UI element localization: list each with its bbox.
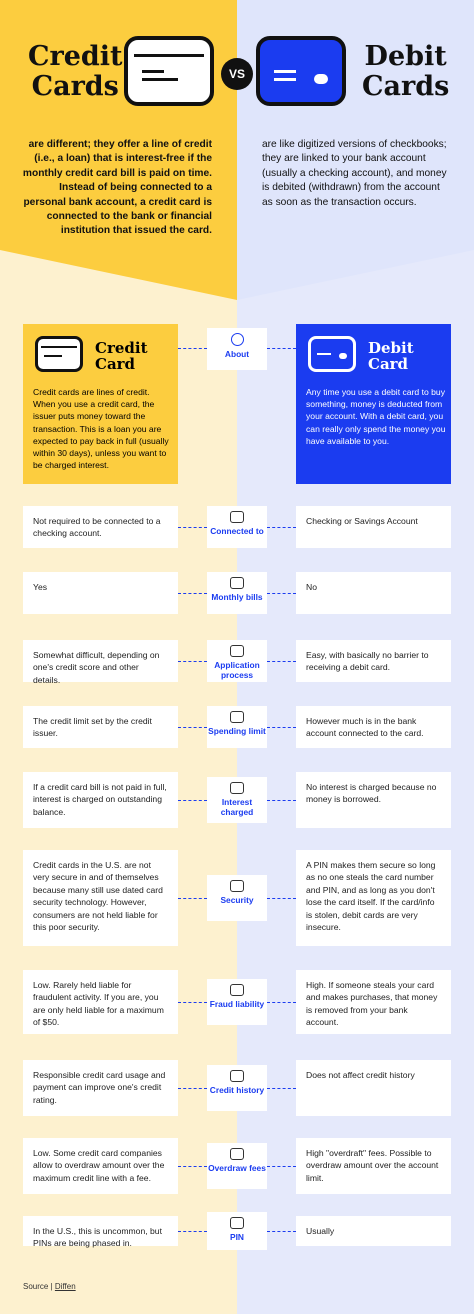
debit-cell: No <box>296 572 451 614</box>
row-connector-right <box>267 727 296 728</box>
row-label-box <box>207 706 267 748</box>
debit-card-about-text: Any time you use a debit card to buy something, money is deducted from your account. With a debit card, you can really only spend the money you have available to you. <box>306 387 446 446</box>
hourglass-icon <box>230 645 244 657</box>
row-label-box <box>207 777 267 823</box>
info-icon <box>231 333 244 346</box>
credit-cell: Low. Rarely held liable for fraudulent activity. If you are, you are only held liable for a maximum of $50. <box>23 970 178 1034</box>
credit-card-about-title: Credit Card <box>95 339 148 373</box>
link-icon <box>230 511 244 523</box>
row-connector-right <box>267 898 296 899</box>
lock-icon <box>230 1217 244 1229</box>
row-connector-left <box>178 527 207 528</box>
about-label-box <box>207 328 267 370</box>
row-label-box <box>207 1065 267 1111</box>
row-connector-right <box>267 1088 296 1089</box>
debit-cell: Easy, with basically no barrier to receiving a debit card. <box>296 640 451 682</box>
row-label-box <box>207 640 267 682</box>
row-label: Interest charged <box>220 797 254 817</box>
row-connector-left <box>178 1231 207 1232</box>
debit-cell: High. If someone steals your card and makes purchases, that money is removed from your bank account. <box>296 970 451 1034</box>
footer-source: Source | Diffen <box>23 1282 76 1291</box>
debit-card-about-title: Debit Card <box>368 339 414 373</box>
row-connector-left <box>178 800 207 801</box>
debit-card-small-icon <box>308 336 356 372</box>
row-label: Monthly bills <box>211 592 263 602</box>
debit-cell: Checking or Savings Account <box>296 506 451 548</box>
about-connector-left <box>178 348 207 349</box>
debit-cell: High "overdraft" fees. Possible to overdraw amount over the account limit. <box>296 1138 451 1194</box>
row-label-box <box>207 875 267 921</box>
row-connector-right <box>267 1231 296 1232</box>
debit-cell: However much is in the bank account connected to the card. <box>296 706 451 748</box>
vs-badge: VS <box>221 58 253 90</box>
credit-cell: Low. Some credit card companies allow to overdraw amount over the maximum credit line with a fee. <box>23 1138 178 1194</box>
bank-icon <box>230 711 244 723</box>
credit-card-about-text: Credit cards are lines of credit. When you use a credit card, the issuer puts money toward the transaction. This is a loan you are expected to pay back in full (usually within 30 days), unless you want to be charged interest. <box>33 387 169 471</box>
credit-cell: Somewhat difficult, depending on one's credit score and other details. <box>23 640 178 682</box>
debit-cell: Usually <box>296 1216 451 1246</box>
row-connector-left <box>178 1088 207 1089</box>
row-connector-right <box>267 1002 296 1003</box>
row-label-box <box>207 1143 267 1189</box>
credit-cell: Responsible credit card usage and payment can improve one's credit rating. <box>23 1060 178 1116</box>
card-history-icon <box>230 1070 244 1082</box>
credit-cell: Not required to be connected to a checking account. <box>23 506 178 548</box>
credit-cell: The credit limit set by the credit issuer. <box>23 706 178 748</box>
credit-cell: Credit cards in the U.S. are not very secure in and of themselves because many still use dated card security technology. However, consumers are not held liable for this poor security. <box>23 850 178 946</box>
debit-cell: No interest is charged because no money is borrowed. <box>296 772 451 828</box>
row-label: Connected to <box>210 526 264 536</box>
credit-card-small-icon <box>35 336 83 372</box>
source-link[interactable]: Diffen <box>54 1282 76 1291</box>
debit-card-about-box <box>296 324 451 484</box>
credit-card-about-box <box>23 324 178 484</box>
row-connector-left <box>178 898 207 899</box>
row-connector-right <box>267 1166 296 1167</box>
debit-card-icon <box>256 36 346 106</box>
debit-cell: A PIN makes them secure so long as no one steals the card number and PIN, and as long as you don't lose the card itself. If the card/info is stolen, debit cards are very insecure. <box>296 850 451 946</box>
about-label: About <box>224 349 250 359</box>
credit-intro-text: are different; they offer a line of credit (i.e., a loan) that is interest-free if the monthly credit card bill is paid on time. Instead of being connected to a personal bank account, a credit card is connected to the bank or financial institution that issued the card. <box>22 139 212 237</box>
row-connector-right <box>267 800 296 801</box>
credit-cell: If a credit card bill is not paid in full, interest is charged on outstanding balance. <box>23 772 178 828</box>
row-label: Spending limit <box>208 726 266 736</box>
shield-icon <box>230 880 244 892</box>
row-connector-left <box>178 661 207 662</box>
credit-cell: In the U.S., this is uncommon, but PINs are being phased in. <box>23 1216 178 1246</box>
percent-icon <box>230 782 244 794</box>
wallet-icon <box>230 1148 244 1160</box>
row-label-box <box>207 506 267 548</box>
user-alert-icon <box>230 984 244 996</box>
row-connector-left <box>178 593 207 594</box>
row-label-box <box>207 1212 267 1250</box>
row-label: Credit history <box>209 1085 265 1095</box>
row-connector-left <box>178 727 207 728</box>
row-label: Fraud liability <box>209 999 265 1009</box>
row-connector-left <box>178 1166 207 1167</box>
about-connector-right <box>267 348 296 349</box>
row-label: PIN <box>230 1232 244 1242</box>
row-label: Security <box>220 895 254 905</box>
row-label-box <box>207 979 267 1025</box>
credit-cards-title: Credit Cards <box>28 41 123 102</box>
row-label-box <box>207 572 267 614</box>
debit-cell: Does not affect credit history <box>296 1060 451 1116</box>
credit-cell: Yes <box>23 572 178 614</box>
row-label: Overdraw fees <box>208 1163 266 1173</box>
credit-card-icon <box>124 36 214 106</box>
row-connector-right <box>267 527 296 528</box>
row-label: Application process <box>214 660 260 680</box>
debit-intro-text: are like digitized versions of checkbooks; they are linked to your bank account (usually a checking account), and money is debited (withdrawn) from the account as soon as the transaction occurs. <box>262 139 447 208</box>
row-connector-right <box>267 661 296 662</box>
debit-cards-title: Debit Cards <box>362 41 450 102</box>
row-connector-right <box>267 593 296 594</box>
bill-icon <box>230 577 244 589</box>
row-connector-left <box>178 1002 207 1003</box>
